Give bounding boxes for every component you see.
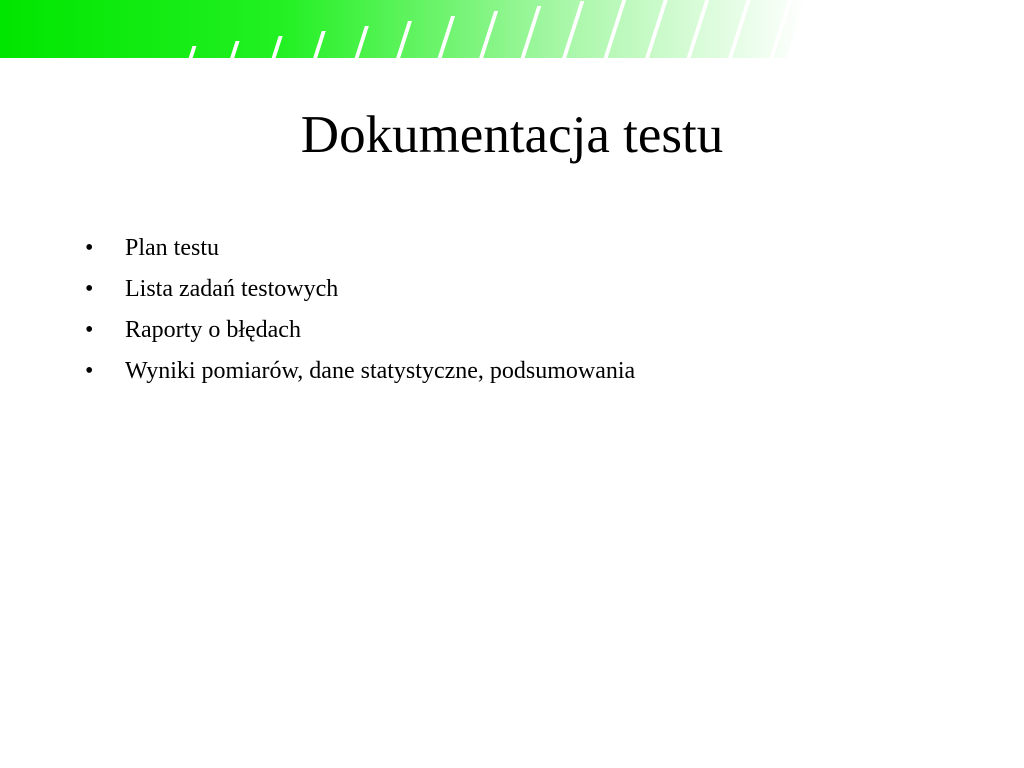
bullet-text: Lista zadań testowych (125, 276, 339, 302)
bullet-item (85, 228, 635, 269)
bullet-item (85, 310, 635, 351)
header-stripe-decoration (0, 0, 1024, 62)
bullet-point-icon: • (85, 317, 94, 343)
bullet-list (85, 228, 635, 392)
bullet-point-icon: • (85, 358, 94, 384)
bullet-text: Raporty o błędach (125, 317, 301, 343)
bullet-text: Plan testu (125, 235, 219, 261)
bullet-text: Wyniki pomiarów, dane statystyczne, podsumowania (125, 358, 636, 384)
bullet-item (85, 351, 635, 392)
bullet-point-icon: • (85, 235, 94, 261)
bullet-point-icon: • (85, 276, 94, 302)
slide-title: Dokumentacja testu (300, 106, 724, 164)
header-green-band (0, 0, 806, 58)
bullet-item (85, 269, 635, 310)
